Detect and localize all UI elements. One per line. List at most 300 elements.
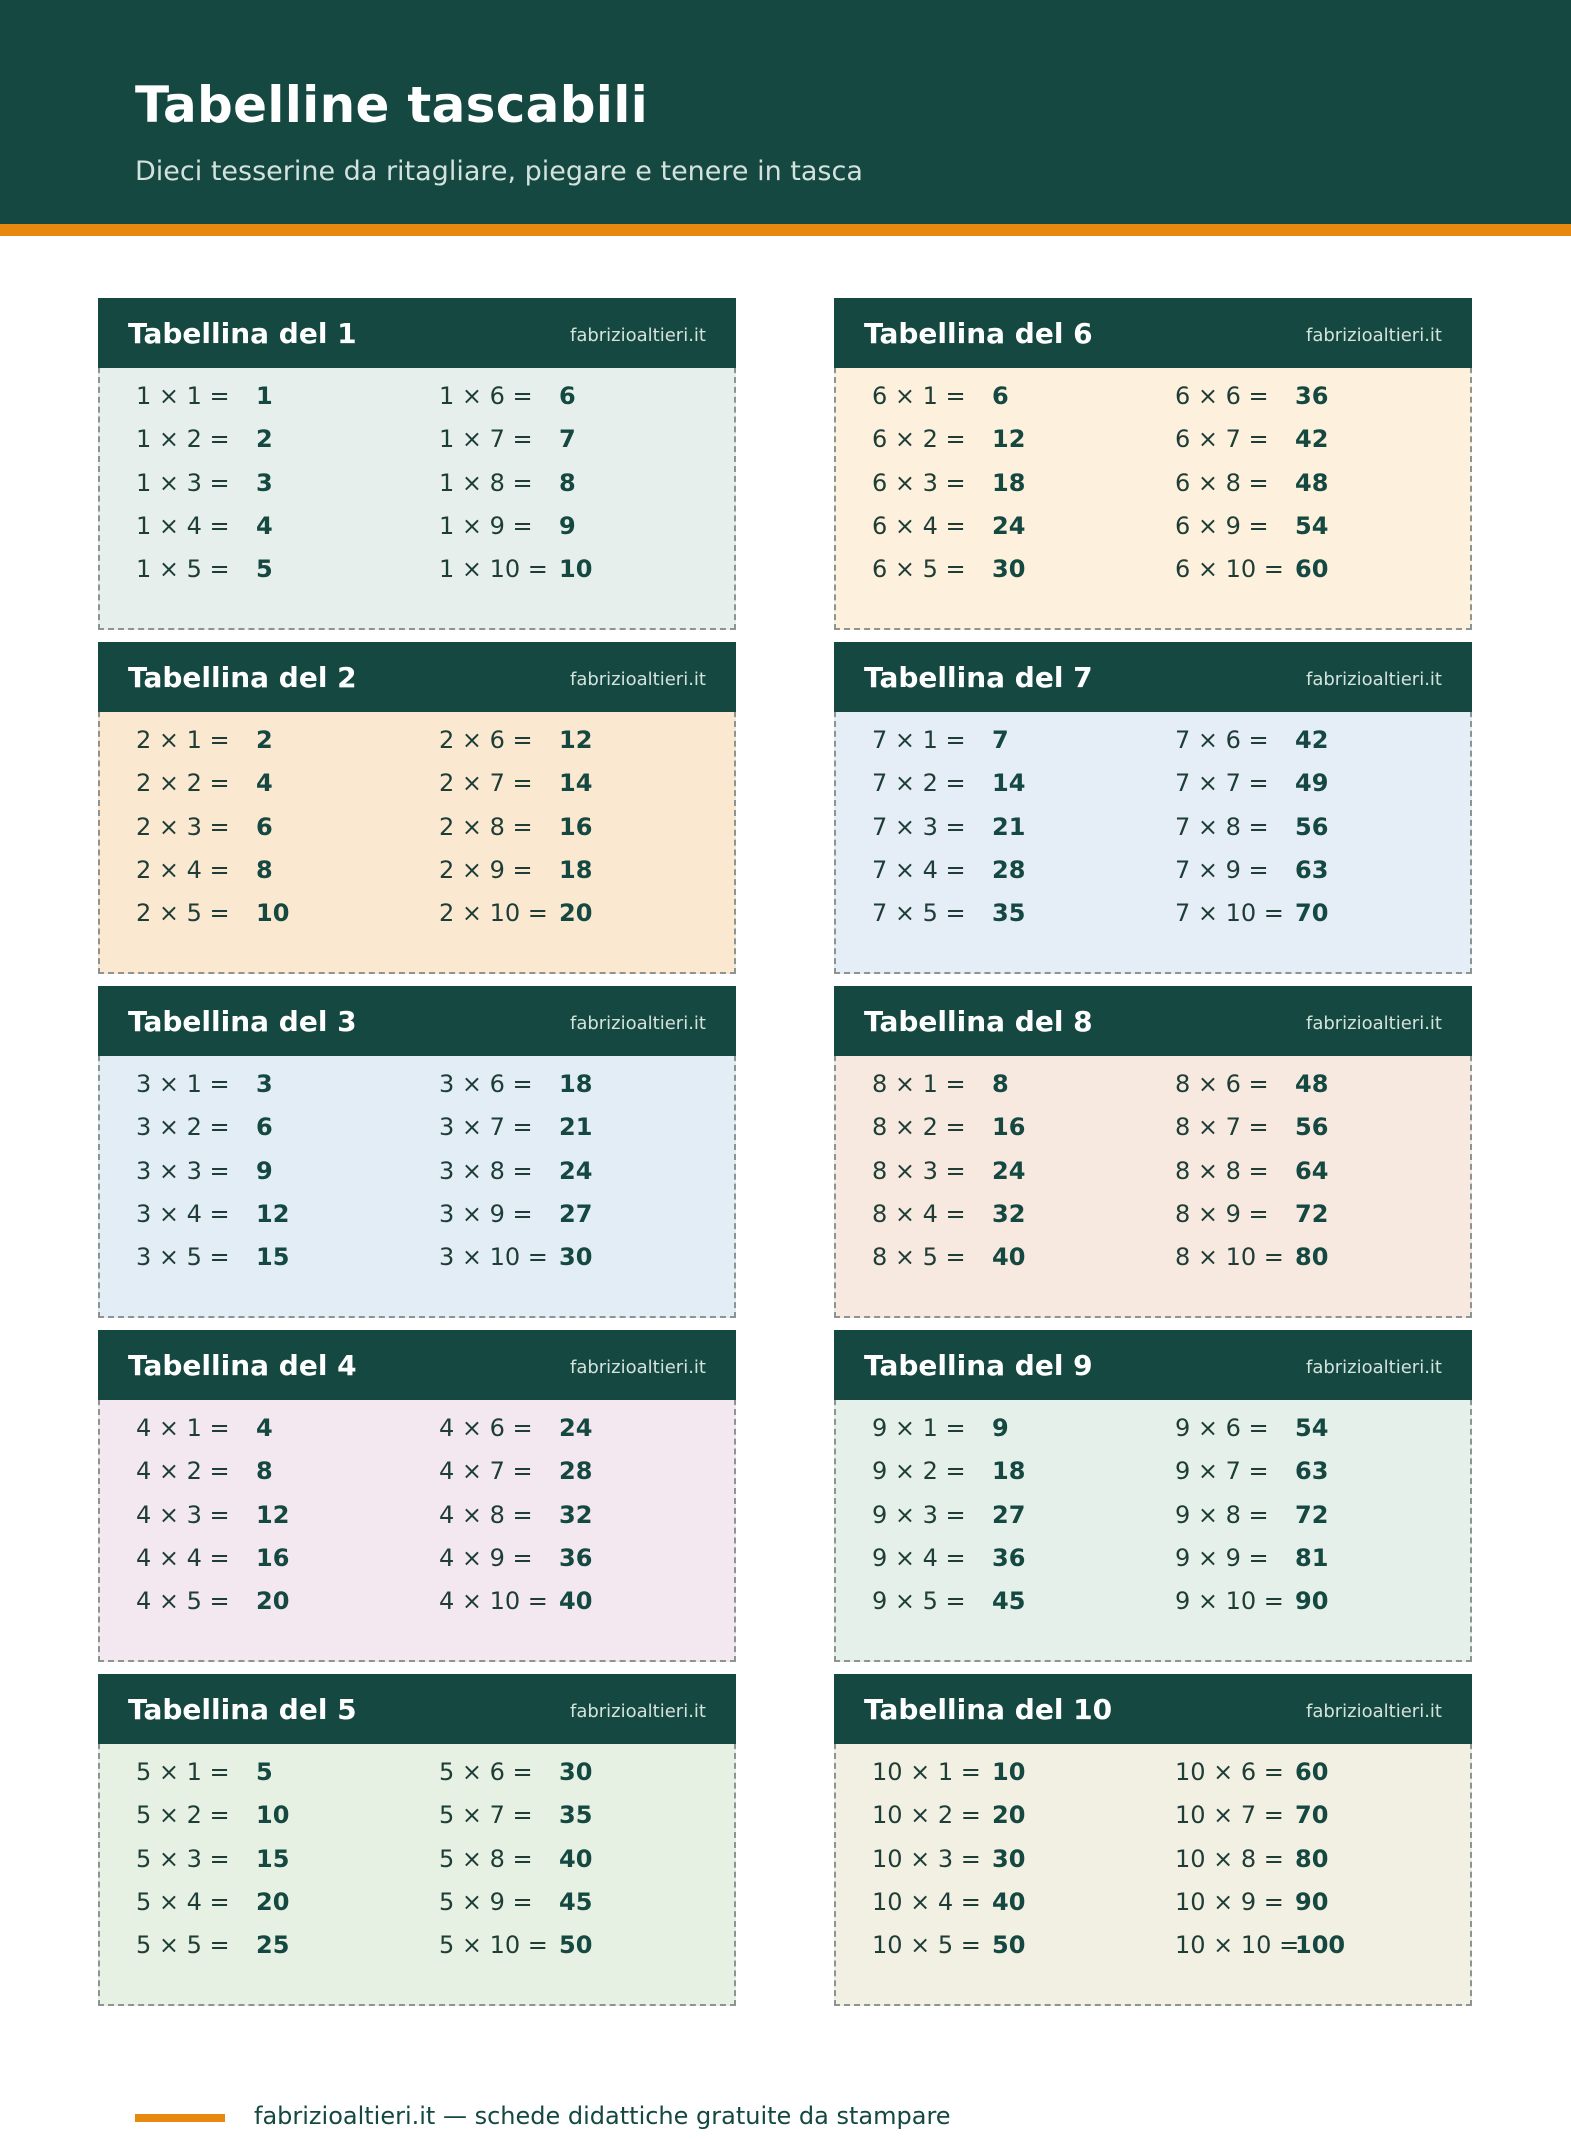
equation-left: 8 × 2 = [872, 1113, 966, 1142]
result-right: 70 [1295, 899, 1329, 928]
table-row [836, 769, 1470, 812]
equation-right: 2 × 7 = [439, 769, 533, 798]
result-right: 32 [559, 1500, 593, 1529]
equation-left: 10 × 3 = [872, 1844, 981, 1873]
result-left: 40 [992, 1887, 1026, 1916]
table-row [100, 512, 734, 555]
equation-left: 5 × 2 = [136, 1801, 230, 1830]
card-site-label: fabrizioaltieri.it [1305, 1701, 1442, 1722]
equation-right: 8 × 9 = [1175, 1199, 1269, 1228]
table-row [836, 1243, 1470, 1286]
result-left: 5 [256, 555, 273, 584]
table-row [100, 1243, 734, 1286]
result-left: 20 [992, 1801, 1026, 1830]
table-row [836, 813, 1470, 856]
card-title: Tabellina del 10 [864, 1693, 1113, 1726]
result-right: 40 [559, 1844, 593, 1873]
table-row [836, 1070, 1470, 1113]
table-row [100, 382, 734, 425]
result-left: 36 [992, 1543, 1026, 1572]
result-left: 14 [992, 769, 1026, 798]
equation-right: 2 × 6 = [439, 726, 533, 754]
result-right: 12 [559, 726, 593, 754]
result-left: 4 [256, 769, 273, 798]
equation-right: 2 × 9 = [439, 855, 533, 884]
result-left: 15 [256, 1844, 290, 1873]
result-right: 40 [559, 1587, 593, 1616]
result-right: 42 [1295, 726, 1329, 754]
footer-text: fabrizioaltieri.it — schede didattiche gratuite da stampare [254, 2102, 951, 2130]
result-right: 48 [1295, 1070, 1329, 1098]
equation-right: 4 × 10 = [439, 1587, 548, 1616]
equation-left: 2 × 3 = [136, 812, 230, 841]
page-header [0, 0, 1571, 224]
table-row [100, 1157, 734, 1200]
table-row [100, 1758, 734, 1801]
result-right: 81 [1295, 1543, 1329, 1572]
result-right: 30 [559, 1758, 593, 1786]
result-right: 27 [559, 1199, 593, 1228]
card-header [834, 1330, 1472, 1400]
result-right: 30 [559, 1243, 593, 1272]
table-row [836, 555, 1470, 598]
result-left: 2 [256, 425, 273, 454]
page-title: Tabelline tascabili [135, 76, 649, 134]
table-row [836, 382, 1470, 425]
result-right: 28 [559, 1457, 593, 1486]
table-row [836, 425, 1470, 468]
equation-left: 3 × 4 = [136, 1199, 230, 1228]
result-left: 35 [992, 899, 1026, 928]
multiplication-card [98, 986, 736, 1318]
card-rows [836, 1414, 1470, 1630]
result-left: 20 [256, 1587, 290, 1616]
table-row [100, 813, 734, 856]
equation-right: 5 × 10 = [439, 1931, 548, 1960]
multiplication-card [834, 1674, 1472, 2006]
result-left: 21 [992, 812, 1026, 841]
card-header [98, 298, 736, 368]
table-row [100, 469, 734, 512]
table-row [100, 726, 734, 769]
table-row [100, 1200, 734, 1243]
card-title: Tabellina del 2 [128, 661, 357, 694]
equation-left: 9 × 1 = [872, 1414, 966, 1442]
equation-right: 8 × 10 = [1175, 1243, 1284, 1272]
equation-right: 1 × 9 = [439, 511, 533, 540]
result-left: 18 [992, 468, 1026, 497]
result-right: 14 [559, 769, 593, 798]
result-right: 63 [1295, 855, 1329, 884]
card-header [98, 1674, 736, 1744]
table-row [100, 1457, 734, 1500]
table-row [836, 899, 1470, 942]
table-row [836, 1931, 1470, 1974]
result-right: 50 [559, 1931, 593, 1960]
multiplication-card [98, 1330, 736, 1662]
equation-right: 6 × 6 = [1175, 382, 1269, 410]
table-row [836, 469, 1470, 512]
equation-left: 4 × 5 = [136, 1587, 230, 1616]
result-right: 8 [559, 468, 576, 497]
table-row [836, 1587, 1470, 1630]
card-site-label: fabrizioaltieri.it [569, 669, 706, 690]
result-left: 50 [992, 1931, 1026, 1960]
equation-left: 7 × 5 = [872, 899, 966, 928]
card-header [98, 986, 736, 1056]
equation-left: 6 × 1 = [872, 382, 966, 410]
equation-right: 10 × 10 = [1175, 1931, 1300, 1960]
result-right: 24 [559, 1156, 593, 1185]
equation-left: 8 × 4 = [872, 1199, 966, 1228]
result-right: 18 [559, 855, 593, 884]
table-row [836, 1801, 1470, 1844]
result-left: 30 [992, 555, 1026, 584]
equation-right: 3 × 7 = [439, 1113, 533, 1142]
result-left: 6 [992, 382, 1009, 410]
result-right: 16 [559, 812, 593, 841]
result-left: 10 [256, 899, 290, 928]
result-right: 72 [1295, 1199, 1329, 1228]
card-site-label: fabrizioaltieri.it [1305, 325, 1442, 346]
result-right: 35 [559, 1801, 593, 1830]
result-right: 80 [1295, 1243, 1329, 1272]
equation-right: 1 × 8 = [439, 468, 533, 497]
card-title: Tabellina del 8 [864, 1005, 1093, 1038]
card-site-label: fabrizioaltieri.it [569, 1357, 706, 1378]
table-row [836, 856, 1470, 899]
result-right: 60 [1295, 555, 1329, 584]
result-right: 18 [559, 1070, 593, 1098]
result-left: 10 [992, 1758, 1026, 1786]
card-rows [836, 1070, 1470, 1286]
equation-right: 5 × 9 = [439, 1887, 533, 1916]
card-title: Tabellina del 7 [864, 661, 1093, 694]
card-site-label: fabrizioaltieri.it [1305, 669, 1442, 690]
equation-left: 1 × 2 = [136, 425, 230, 454]
multiplication-card [834, 1330, 1472, 1662]
result-left: 12 [256, 1500, 290, 1529]
equation-right: 7 × 8 = [1175, 812, 1269, 841]
equation-left: 2 × 1 = [136, 726, 230, 754]
card-site-label: fabrizioaltieri.it [1305, 1013, 1442, 1034]
equation-right: 10 × 8 = [1175, 1844, 1284, 1873]
equation-right: 10 × 7 = [1175, 1801, 1284, 1830]
equation-right: 4 × 7 = [439, 1457, 533, 1486]
table-row [836, 1113, 1470, 1156]
card-site-label: fabrizioaltieri.it [569, 1013, 706, 1034]
equation-left: 7 × 3 = [872, 812, 966, 841]
table-row [836, 1888, 1470, 1931]
equation-left: 8 × 5 = [872, 1243, 966, 1272]
result-left: 8 [256, 855, 273, 884]
result-left: 28 [992, 855, 1026, 884]
equation-right: 3 × 10 = [439, 1243, 548, 1272]
page-subtitle: Dieci tesserine da ritagliare, piegare e tenere in tasca [135, 156, 863, 187]
footer-accent-rule [135, 2114, 225, 2122]
result-right: 36 [559, 1543, 593, 1572]
card-site-label: fabrizioaltieri.it [569, 1701, 706, 1722]
table-row [100, 856, 734, 899]
equation-left: 5 × 4 = [136, 1887, 230, 1916]
equation-left: 10 × 4 = [872, 1887, 981, 1916]
result-left: 10 [256, 1801, 290, 1830]
equation-left: 1 × 4 = [136, 511, 230, 540]
result-right: 90 [1295, 1887, 1329, 1916]
table-row [836, 512, 1470, 555]
result-right: 80 [1295, 1844, 1329, 1873]
result-left: 4 [256, 511, 273, 540]
multiplication-card [98, 1674, 736, 2006]
equation-right: 3 × 6 = [439, 1070, 533, 1098]
result-left: 4 [256, 1414, 273, 1442]
equation-right: 1 × 10 = [439, 555, 548, 584]
result-right: 60 [1295, 1758, 1329, 1786]
table-row [100, 899, 734, 942]
equation-right: 6 × 7 = [1175, 425, 1269, 454]
result-right: 56 [1295, 1113, 1329, 1142]
result-right: 24 [559, 1414, 593, 1442]
result-left: 25 [256, 1931, 290, 1960]
table-row [100, 1501, 734, 1544]
multiplication-card [834, 986, 1472, 1318]
equation-right: 4 × 6 = [439, 1414, 533, 1442]
equation-right: 3 × 9 = [439, 1199, 533, 1228]
equation-left: 3 × 2 = [136, 1113, 230, 1142]
result-left: 45 [992, 1587, 1026, 1616]
result-right: 10 [559, 555, 593, 584]
equation-right: 9 × 8 = [1175, 1500, 1269, 1529]
result-left: 40 [992, 1243, 1026, 1272]
table-row [100, 1801, 734, 1844]
multiplication-card [834, 642, 1472, 974]
cards-column-left [98, 298, 736, 2018]
equation-left: 2 × 4 = [136, 855, 230, 884]
result-left: 24 [992, 511, 1026, 540]
equation-left: 5 × 1 = [136, 1758, 230, 1786]
result-left: 27 [992, 1500, 1026, 1529]
equation-left: 9 × 4 = [872, 1543, 966, 1572]
equation-left: 4 × 2 = [136, 1457, 230, 1486]
table-row [100, 1113, 734, 1156]
multiplication-card [98, 298, 736, 630]
result-left: 9 [256, 1156, 273, 1185]
result-left: 3 [256, 1070, 273, 1098]
equation-right: 2 × 8 = [439, 812, 533, 841]
result-left: 12 [992, 425, 1026, 454]
result-left: 30 [992, 1844, 1026, 1873]
card-header [98, 1330, 736, 1400]
card-rows [100, 726, 734, 942]
card-rows [100, 1070, 734, 1286]
card-rows [100, 1414, 734, 1630]
table-row [100, 1888, 734, 1931]
table-row [836, 1845, 1470, 1888]
equation-right: 5 × 8 = [439, 1844, 533, 1873]
cards-column-right [834, 298, 1472, 2018]
equation-right: 10 × 6 = [1175, 1758, 1284, 1786]
equation-left: 10 × 2 = [872, 1801, 981, 1830]
equation-right: 6 × 10 = [1175, 555, 1284, 584]
equation-left: 5 × 5 = [136, 1931, 230, 1960]
equation-left: 10 × 1 = [872, 1758, 981, 1786]
table-row [836, 1157, 1470, 1200]
table-row [836, 726, 1470, 769]
result-right: 54 [1295, 1414, 1329, 1442]
equation-left: 6 × 4 = [872, 511, 966, 540]
table-row [100, 1587, 734, 1630]
equation-right: 8 × 7 = [1175, 1113, 1269, 1142]
equation-left: 2 × 2 = [136, 769, 230, 798]
card-header [834, 986, 1472, 1056]
result-left: 8 [992, 1070, 1009, 1098]
equation-left: 6 × 5 = [872, 555, 966, 584]
multiplication-card [834, 298, 1472, 630]
result-left: 20 [256, 1887, 290, 1916]
table-row [836, 1758, 1470, 1801]
card-title: Tabellina del 1 [128, 317, 357, 350]
multiplication-card [98, 642, 736, 974]
result-right: 49 [1295, 769, 1329, 798]
result-right: 90 [1295, 1587, 1329, 1616]
card-rows [836, 1758, 1470, 1974]
result-right: 6 [559, 382, 576, 410]
table-row [100, 1845, 734, 1888]
table-row [836, 1544, 1470, 1587]
table-row [100, 425, 734, 468]
card-rows [836, 382, 1470, 598]
equation-left: 8 × 3 = [872, 1156, 966, 1185]
table-row [836, 1501, 1470, 1544]
equation-right: 5 × 7 = [439, 1801, 533, 1830]
result-right: 100 [1295, 1931, 1346, 1960]
equation-right: 7 × 6 = [1175, 726, 1269, 754]
equation-left: 7 × 2 = [872, 769, 966, 798]
card-title: Tabellina del 3 [128, 1005, 357, 1038]
equation-right: 9 × 9 = [1175, 1543, 1269, 1572]
equation-right: 8 × 6 = [1175, 1070, 1269, 1098]
equation-left: 9 × 5 = [872, 1587, 966, 1616]
table-row [100, 1931, 734, 1974]
result-left: 6 [256, 812, 273, 841]
equation-right: 9 × 10 = [1175, 1587, 1284, 1616]
equation-left: 3 × 5 = [136, 1243, 230, 1272]
result-left: 7 [992, 726, 1009, 754]
result-right: 20 [559, 899, 593, 928]
table-row [100, 769, 734, 812]
card-rows [836, 726, 1470, 942]
equation-left: 6 × 2 = [872, 425, 966, 454]
card-rows [100, 1758, 734, 1974]
equation-right: 9 × 6 = [1175, 1414, 1269, 1442]
card-header [834, 298, 1472, 368]
equation-left: 9 × 3 = [872, 1500, 966, 1529]
result-left: 18 [992, 1457, 1026, 1486]
card-header [98, 642, 736, 712]
result-left: 3 [256, 468, 273, 497]
equation-left: 7 × 4 = [872, 855, 966, 884]
equation-left: 5 × 3 = [136, 1844, 230, 1873]
equation-left: 1 × 1 = [136, 382, 230, 410]
result-right: 54 [1295, 511, 1329, 540]
result-left: 9 [992, 1414, 1009, 1442]
table-row [836, 1200, 1470, 1243]
result-left: 24 [992, 1156, 1026, 1185]
equation-left: 6 × 3 = [872, 468, 966, 497]
table-row [100, 1070, 734, 1113]
result-left: 12 [256, 1199, 290, 1228]
card-header [834, 1674, 1472, 1744]
table-row [100, 1414, 734, 1457]
result-left: 2 [256, 726, 273, 754]
equation-left: 3 × 1 = [136, 1070, 230, 1098]
result-right: 48 [1295, 468, 1329, 497]
equation-right: 1 × 6 = [439, 382, 533, 410]
equation-right: 4 × 8 = [439, 1500, 533, 1529]
result-right: 56 [1295, 812, 1329, 841]
equation-left: 1 × 5 = [136, 555, 230, 584]
card-rows [100, 382, 734, 598]
result-left: 15 [256, 1243, 290, 1272]
result-right: 72 [1295, 1500, 1329, 1529]
header-accent-rule [0, 224, 1571, 236]
equation-right: 7 × 10 = [1175, 899, 1284, 928]
equation-left: 7 × 1 = [872, 726, 966, 754]
card-title: Tabellina del 5 [128, 1693, 357, 1726]
result-right: 64 [1295, 1156, 1329, 1185]
card-title: Tabellina del 6 [864, 317, 1093, 350]
table-row [100, 555, 734, 598]
table-row [836, 1457, 1470, 1500]
equation-right: 7 × 9 = [1175, 855, 1269, 884]
equation-right: 9 × 7 = [1175, 1457, 1269, 1486]
result-left: 1 [256, 382, 273, 410]
equation-right: 2 × 10 = [439, 899, 548, 928]
result-right: 63 [1295, 1457, 1329, 1486]
result-right: 42 [1295, 425, 1329, 454]
table-row [836, 1414, 1470, 1457]
equation-left: 4 × 3 = [136, 1500, 230, 1529]
card-title: Tabellina del 9 [864, 1349, 1093, 1382]
equation-right: 8 × 8 = [1175, 1156, 1269, 1185]
result-right: 36 [1295, 382, 1329, 410]
card-site-label: fabrizioaltieri.it [1305, 1357, 1442, 1378]
equation-right: 10 × 9 = [1175, 1887, 1284, 1916]
result-right: 9 [559, 511, 576, 540]
result-left: 32 [992, 1199, 1026, 1228]
equation-left: 4 × 1 = [136, 1414, 230, 1442]
equation-right: 7 × 7 = [1175, 769, 1269, 798]
equation-left: 3 × 3 = [136, 1156, 230, 1185]
table-row [100, 1544, 734, 1587]
equation-left: 2 × 5 = [136, 899, 230, 928]
equation-left: 4 × 4 = [136, 1543, 230, 1572]
result-left: 6 [256, 1113, 273, 1142]
equation-right: 6 × 8 = [1175, 468, 1269, 497]
result-right: 70 [1295, 1801, 1329, 1830]
equation-right: 4 × 9 = [439, 1543, 533, 1572]
card-title: Tabellina del 4 [128, 1349, 357, 1382]
result-right: 7 [559, 425, 576, 454]
equation-right: 3 × 8 = [439, 1156, 533, 1185]
card-header [834, 642, 1472, 712]
card-site-label: fabrizioaltieri.it [569, 325, 706, 346]
equation-left: 9 × 2 = [872, 1457, 966, 1486]
result-left: 16 [992, 1113, 1026, 1142]
equation-right: 6 × 9 = [1175, 511, 1269, 540]
result-right: 21 [559, 1113, 593, 1142]
result-left: 5 [256, 1758, 273, 1786]
